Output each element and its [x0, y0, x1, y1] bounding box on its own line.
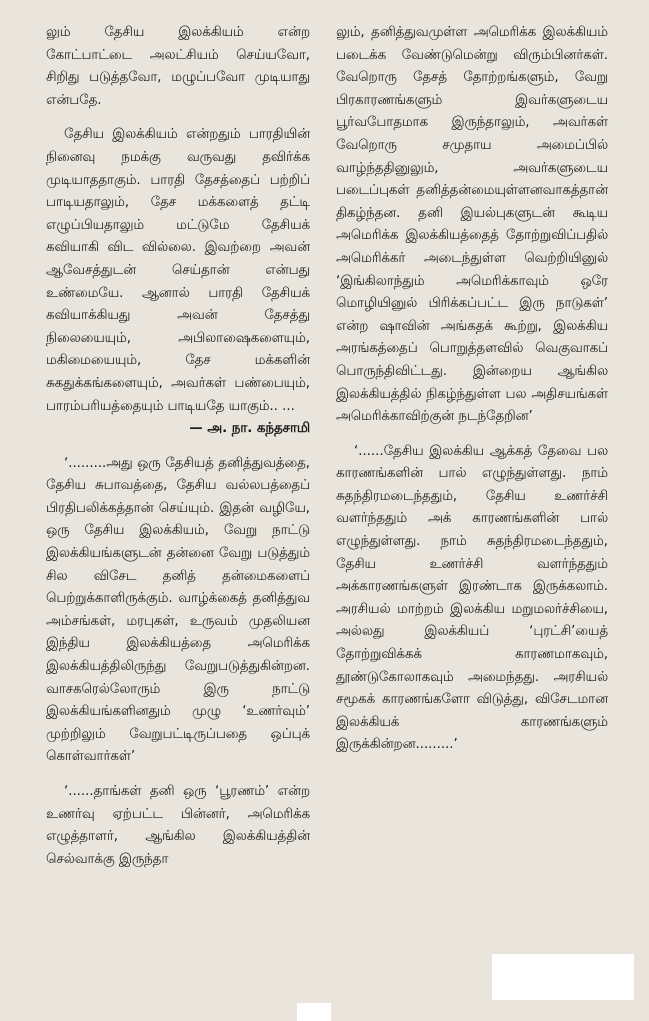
page-number-block	[297, 1003, 331, 1021]
right-column	[336, 22, 608, 757]
left-quote-1: ‘.........அது ஒரு தேசியத் தனித்துவத்தை, தேசிய சுபாவத்தை, தேசிய வல்லபத்தைப் பிரதிபலிக்கத்தான் செய்யும். இதன் வழியே, ஒரு தேசிய இலக்கியம், வேறு நாட்டு இலக்கியங்களுடன் தன்னை வேறு படுத்தும் சில விசேட தனித் தன்மைகளைப் பெற்றுக்காளிருக்கும். வாழ்க்கைத் தனித்துவ அம்சங்கள், மரபுகள், உருவம் முதலியன இந்திய இலக்கியத்தை அமெரிக்க இலக்கியத்திலிருந்து வேறுபடுத்துகின்றன. வாசகரெல்லோரும் இரு நாட்டு இலக்கியங்களினதும் முழு ‘உணர்வும்’ முற்றிலும் வேறுபட்டிருப்பதை ஒப்புக் கொள்வார்கள்’	[46, 455, 310, 765]
left-quote-2: ‘......தாங்கள் தனி ஒரு ‘பூரணம்’ என்ற உணர்வு ஏற்பட்ட பின்னர், அமெரிக்க எழுத்தாளர், ஆங்கில இலக்கியத்தின் செல்வாக்கு இருந்தா	[46, 784, 310, 867]
left-paragraph-2: தேசிய இலக்கியம் என்றதும் பாரதியின் நினைவு நமக்கு வருவது தவிர்க்க முடியாததாகும். பாரதி தேசத்தைப் பற்றிப் பாடியதாலும், தேச மக்களைத் தட்டி எழுப்பியதாலும் மட்டுமே தேசியக் கவியாகி விட வில்லை. இவற்றை அவன் ஆவேசத்துடன் செய்தான் என்பது உண்மையே. ஆனால் பாரதி தேசியக் கவியாக்கியது அவன் தேசத்து நிலையையும், அபிலாஷைகளையும், மகிமையையும், தேச மக்களின் சுகதுக்கங்களையும், அவர்கள் பண்பையும், பாரம்பரியத்தையும் பாடியதே யாகும்.. ...	[46, 127, 310, 414]
left-column	[46, 22, 310, 871]
left-paragraph-1: லும் தேசிய இலக்கியம் என்ற கோட்பாட்டை அலட்சியம் செய்யவோ, சிறிது படுத்தவோ, மழுப்பவோ முடியாது என்பதே.	[46, 25, 310, 108]
right-paragraph-1: லும், தனித்துவமுள்ள அமெரிக்க இலக்கியம் படைக்க வேண்டுமென்று விரும்பினர்கள். வேறொரு தேசத் தோற்றங்களும், வேறு பிரகாரணங்களும் இவர்களுடைய பூர்வபோதமாக இருந்தாலும், அவர்கள் வேறொரு சமுதாய அமைப்பில் வாழ்ந்ததினுலும், அவர்களுடைய படைப்புகள் தனித்தன்மையுள்ளனவாகத்தான் திகழ்ந்தன. தனி இயல்புகளுடன் கூடிய அமெரிக்க இலக்கியத்தைத் தோற்றுவிப்பதில் அமெரிக்கர் அடைந்துள்ள வெற்றியினுல் ‘இங்கிலாந்தும் அமெரிக்காவும் ஒரே மொழியினுல் பிரிக்கப்பட்ட இரு நாடுகள்’ என்ற ஷாவின் அங்கதக் கூற்று, இலக்கிய அரங்கத்தைப் பொறுத்தளவில் வெகுவாகப் பொருந்திவிட்டது. இன்றைய ஆங்கில இலக்கியத்தில் நிகழ்ந்துள்ள பல அதிசயங்கள் அமெரிக்காவிற்குன் நடந்தேறின’	[336, 25, 608, 425]
author-signature: — அ. நா. கந்தசாமி	[189, 421, 310, 437]
white-paper-patch	[492, 954, 634, 1000]
right-quote-1: ‘......தேசிய இலக்கிய ஆக்கத் தேவை பல காரணங்களின் பால் எழுந்துள்ளது. நாம் சுதந்திரமடைந்ததும், தேசிய உணர்ச்சி வளர்ந்ததும் அக் காரணங்களின் பால் எழுந்துள்ளது. நாம் சுதந்திரமடைந்ததும், தேசிய உணர்ச்சி வளர்ந்ததும் அக்காரணங்களுள் இரண்டாக இருக்கலாம். அரசியல் மாற்றம் இலக்கிய மறுமலர்ச்சியை, அல்லது இலக்கியப் ‘புரட்சி’யைத் தோற்றுவிக்கக் காரணமாகவும், தூண்டுகோலாகவும் அமைந்தது. அரசியல் சமூகக் காரணங்களோ விடுத்து, விசேடமான இலக்கியக் காரணங்களும் இருக்கின்றன.........’	[336, 443, 608, 753]
